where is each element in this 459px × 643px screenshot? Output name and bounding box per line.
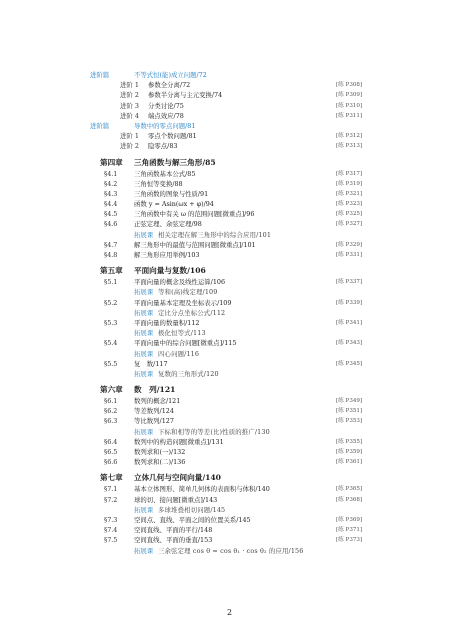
entry-label: 拓展课 — [134, 308, 154, 317]
chapter-heading — [0, 471, 459, 484]
toc-entry — [0, 287, 459, 297]
toc-entry — [0, 209, 459, 219]
entry-title: 定比分点坐标公式/112 — [158, 308, 226, 317]
entry-label: 拓展课 — [134, 546, 154, 555]
table-of-contents — [0, 70, 459, 556]
toc-entry — [0, 505, 459, 515]
entry-title: 正弦定理、余弦定理/98 — [134, 220, 202, 229]
entry-label: 拓展课 — [134, 427, 154, 436]
entry-label: §5.5 — [104, 359, 118, 368]
practice-page-ref: [练 P371] — [336, 527, 363, 534]
entry-label: 进阶 3 — [120, 101, 139, 110]
toc-entry — [0, 535, 459, 545]
entry-title: 参数半分离与主元变换/74 — [148, 91, 223, 100]
toc-entry — [0, 437, 459, 447]
entry-title: 三余弦定理 cos θ = cos θ₁ · cos θ₂ 的应用/156 — [158, 546, 304, 555]
practice-page-ref: [练 P351] — [336, 408, 363, 415]
toc-entry — [0, 338, 459, 348]
entry-label: §5.1 — [104, 278, 118, 287]
practice-page-ref: [练 P323] — [336, 201, 363, 208]
toc-entry — [0, 70, 459, 80]
entry-title: 数列的概念/121 — [134, 397, 181, 406]
chapter-heading — [0, 383, 459, 396]
entry-title: 解三角形应用举例/103 — [134, 251, 200, 259]
entry-label: §6.6 — [104, 458, 118, 467]
entry-label: 第五章 — [100, 266, 123, 276]
entry-title: 等差数列/124 — [134, 407, 174, 416]
toc-entry — [0, 328, 459, 338]
entry-label: 拓展课 — [134, 329, 154, 338]
practice-page-ref: [练 P369] — [336, 516, 363, 523]
entry-title: 数 列/121 — [134, 385, 176, 395]
entry-label: 拓展课 — [134, 288, 154, 297]
entry-label: §6.1 — [104, 397, 118, 406]
entry-title: 平面向量中的综合问题[微重点]/115 — [134, 339, 237, 348]
entry-title: 相关定理在解三角形中的综合应用/101 — [158, 230, 272, 239]
practice-page-ref: [练 P319] — [336, 180, 363, 187]
toc-entry — [0, 406, 459, 416]
toc-entry — [0, 199, 459, 209]
entry-label: 拓展课 — [134, 369, 154, 378]
entry-label: §7.3 — [104, 515, 118, 524]
entry-title: 数列求和(二)/136 — [134, 458, 186, 467]
toc-entry — [0, 219, 459, 229]
practice-page-ref: [练 P313] — [336, 143, 363, 150]
entry-label: 进阶篇 — [90, 71, 110, 79]
toc-entry — [0, 427, 459, 437]
entry-label: 拓展课 — [134, 349, 154, 358]
entry-label: 拓展课 — [134, 230, 154, 239]
entry-title: 空间直线、平面的平行/148 — [134, 526, 213, 535]
entry-title: 空间直线、平面的垂直/153 — [134, 536, 213, 545]
entry-label: §4.2 — [104, 179, 118, 188]
practice-page-ref: [练 P311] — [336, 112, 363, 119]
toc-entry — [0, 396, 459, 406]
entry-label: §5.3 — [104, 318, 118, 327]
practice-page-ref: [练 P312] — [336, 133, 363, 140]
entry-label: §7.5 — [104, 536, 118, 545]
page-number: 2 — [226, 608, 233, 617]
entry-label: §4.4 — [104, 200, 118, 209]
toc-entry — [0, 111, 459, 121]
entry-title: 立体几何与空间向量/140 — [134, 473, 221, 483]
entry-title: 平面向量与复数/106 — [134, 266, 206, 276]
practice-page-ref: [练 P310] — [336, 102, 363, 109]
toc-entry — [0, 141, 459, 151]
practice-page-ref: [练 P349] — [336, 398, 363, 405]
entry-label: 进阶 1 — [120, 132, 139, 141]
toc-entry — [0, 447, 459, 457]
entry-label: §4.8 — [104, 251, 118, 259]
toc-entry — [0, 277, 459, 287]
entry-label: 第四章 — [100, 157, 123, 167]
entry-title: 导数中的零点问题/81 — [134, 121, 196, 130]
entry-title: 四心问题/116 — [158, 349, 200, 358]
toc-entry — [0, 240, 459, 250]
toc-entry — [0, 179, 459, 189]
toc-entry — [0, 359, 459, 369]
toc-entry — [0, 308, 459, 318]
chapter-heading — [0, 156, 459, 169]
toc-entry — [0, 369, 459, 379]
entry-title: 参数全分离/72 — [148, 81, 191, 90]
practice-page-ref: [练 P339] — [336, 299, 363, 306]
practice-page-ref: [练 P345] — [336, 360, 363, 367]
entry-title: 极化恒等式/113 — [158, 329, 206, 338]
entry-label: §6.2 — [104, 407, 118, 416]
entry-title: 三角函数与解三角形/85 — [134, 157, 216, 167]
entry-title: 平面向量的概念及线性运算/106 — [134, 278, 226, 287]
toc-entry — [0, 80, 459, 90]
practice-page-ref: [练 P331] — [336, 252, 363, 258]
toc-entry — [0, 484, 459, 494]
practice-page-ref: [练 P373] — [336, 537, 363, 544]
entry-label: §7.2 — [104, 495, 118, 504]
entry-title: 基本立体图形、简单几何体的表面积与体积/140 — [134, 485, 270, 494]
practice-page-ref: [练 P337] — [336, 279, 363, 286]
entry-label: 进阶篇 — [90, 121, 110, 130]
practice-page-ref: [练 P359] — [336, 449, 363, 455]
practice-page-ref: [练 P355] — [336, 438, 363, 445]
entry-label: 进阶 2 — [120, 142, 139, 151]
entry-label: 进阶 2 — [120, 91, 139, 100]
entry-title: 多球堆叠相切问题/145 — [158, 505, 226, 514]
toc-entry — [0, 169, 459, 179]
entry-label: §6.5 — [104, 448, 118, 456]
practice-page-ref: [练 P353] — [336, 418, 363, 425]
entry-label: 拓展课 — [134, 505, 154, 514]
chapter-heading — [0, 264, 459, 277]
practice-page-ref: [练 P365] — [336, 486, 363, 493]
toc-entry — [0, 131, 459, 141]
entry-title: 复数的三角形式/120 — [158, 369, 219, 378]
entry-title: 等和(高)线定理/109 — [158, 288, 218, 297]
practice-page-ref: [练 P317] — [336, 170, 363, 177]
toc-entry — [0, 230, 459, 240]
entry-label: 第七章 — [100, 473, 123, 483]
entry-title: 零点个数问题/81 — [148, 132, 197, 141]
practice-page-ref: [练 P308] — [336, 82, 363, 89]
toc-entry — [0, 515, 459, 525]
entry-title: 分类讨论/75 — [148, 101, 184, 110]
toc-entry — [0, 101, 459, 111]
toc-entry — [0, 318, 459, 328]
entry-title: 下标和相等的等差(比)性质的推广/130 — [158, 427, 270, 436]
toc-entry — [0, 349, 459, 359]
entry-title: 不等式恒(能)成立问题/72 — [134, 71, 207, 79]
toc-entry — [0, 90, 459, 100]
entry-label: 第六章 — [100, 385, 123, 395]
practice-page-ref: [练 P329] — [336, 241, 363, 248]
practice-page-ref: [练 P321] — [336, 190, 363, 197]
entry-label: §4.6 — [104, 220, 118, 229]
toc-entry — [0, 416, 459, 426]
entry-label: §4.5 — [104, 210, 118, 219]
entry-title: 等比数列/127 — [134, 417, 174, 426]
entry-title: 球的切、接问题[微重点]/143 — [134, 495, 218, 504]
toc-entry — [0, 250, 459, 260]
entry-title: 平面向量基本定理及坐标表示/109 — [134, 298, 232, 307]
entry-title: 平面向量的数量积/112 — [134, 318, 200, 327]
entry-title: 三角函数的图象与性质/91 — [134, 189, 209, 198]
entry-label: §4.1 — [104, 169, 118, 178]
entry-label: §7.4 — [104, 526, 118, 535]
entry-label: §6.4 — [104, 437, 118, 446]
entry-title: 空间点、直线、平面之间的位置关系/145 — [134, 515, 251, 524]
entry-title: 端点效应/78 — [148, 111, 184, 120]
practice-page-ref: [练 P361] — [336, 459, 363, 466]
entry-title: 三角函数基本公式/85 — [134, 169, 196, 178]
entry-label: 进阶 1 — [120, 81, 139, 90]
entry-label: §5.4 — [104, 339, 118, 348]
entry-label: §7.1 — [104, 485, 118, 494]
entry-title: 复 数/117 — [134, 359, 168, 368]
toc-entry — [0, 546, 459, 556]
entry-label: §6.3 — [104, 417, 118, 426]
toc-entry — [0, 298, 459, 308]
toc-entry — [0, 121, 459, 131]
entry-title: 三角恒等变换/88 — [134, 179, 183, 188]
practice-page-ref: [练 P327] — [336, 221, 363, 228]
toc-entry — [0, 495, 459, 505]
practice-page-ref: [练 P343] — [336, 340, 363, 347]
toc-entry — [0, 189, 459, 199]
practice-page-ref: [练 P341] — [336, 319, 363, 326]
entry-label: §5.2 — [104, 298, 118, 307]
practice-page-ref: [练 P368] — [336, 496, 363, 503]
entry-label: §4.3 — [104, 189, 118, 198]
entry-title: 函数 y = Asin(ωx + φ)/94 — [134, 200, 214, 209]
entry-label: §4.7 — [104, 240, 118, 249]
entry-label: 进阶 4 — [120, 111, 139, 120]
practice-page-ref: [练 P309] — [336, 92, 363, 99]
entry-title: 隐零点/83 — [148, 142, 178, 151]
toc-entry — [0, 525, 459, 535]
practice-page-ref: [练 P325] — [336, 211, 363, 218]
entry-title: 解三角形中的最值与范围问题[微重点]/101 — [134, 240, 256, 249]
entry-title: 数列求和(一)/132 — [134, 448, 186, 456]
toc-entry — [0, 457, 459, 467]
entry-title: 数列中的构造问题[微重点]/131 — [134, 437, 224, 446]
entry-title: 三角函数中有关 ω 的范围问题[微重点]/96 — [134, 210, 255, 219]
